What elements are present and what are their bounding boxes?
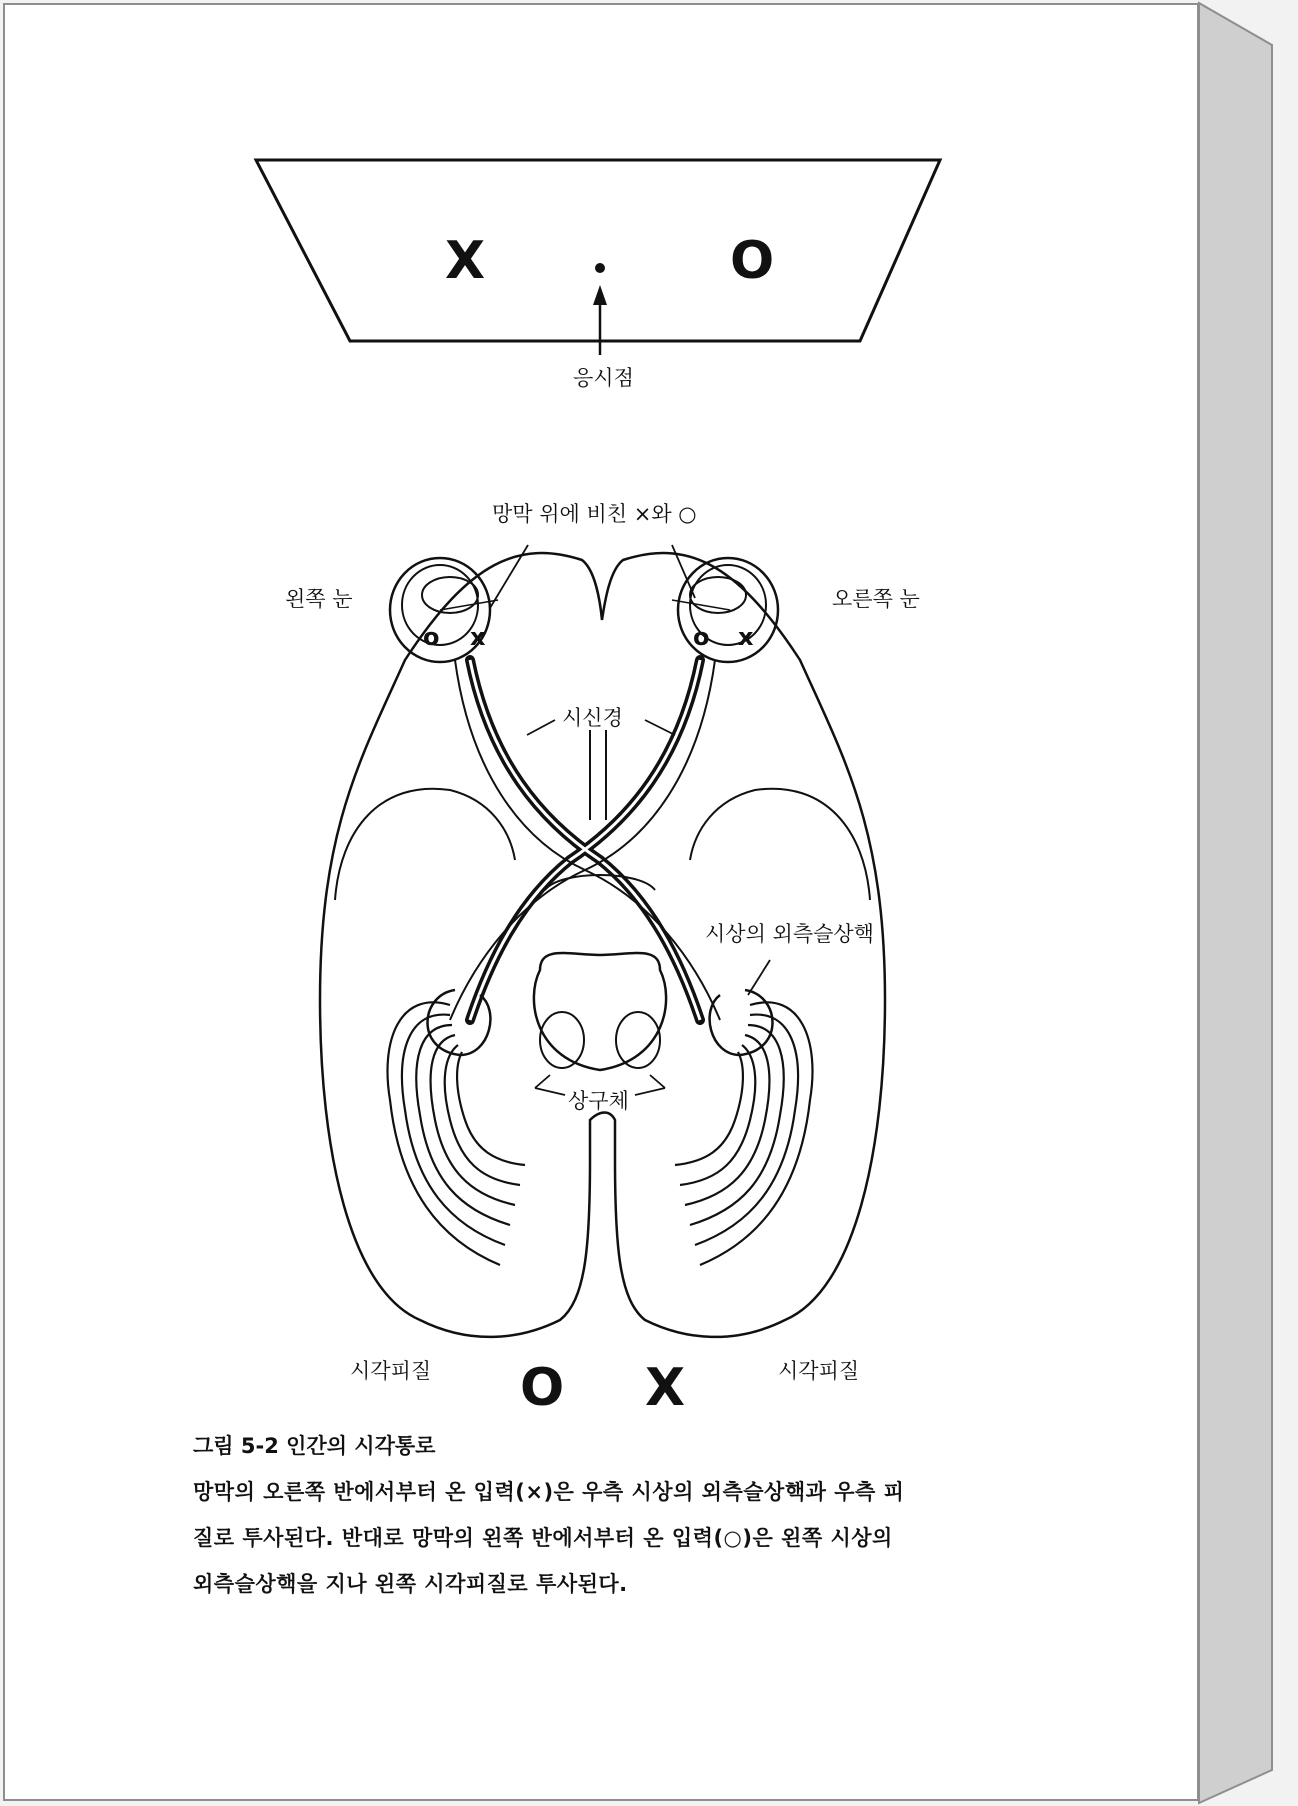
left-visual-cortex-label: 시각피질: [350, 1359, 432, 1383]
visual-field-x-mark: X: [445, 231, 486, 291]
visual-field-o-mark: O: [730, 231, 775, 291]
right-eye-label: 오른쪽 눈: [832, 587, 920, 611]
visual-field-screen: [256, 160, 940, 341]
bottom-o-mark: O: [520, 1358, 565, 1418]
optic-nerve-label: 시신경: [562, 706, 623, 730]
right-eye-x-mark: x: [738, 623, 754, 651]
caption-line: 질로 투사된다. 반대로 망막의 왼쪽 반에서부터 온 입력(○)은 왼쪽 시상의: [193, 1526, 893, 1550]
right-lgn: [710, 990, 773, 1055]
lgn-label: 시상의 외측슬상핵: [705, 922, 874, 946]
right-eye-o-mark: o: [693, 623, 710, 651]
left-eye-x-mark: x: [470, 623, 486, 651]
left-eye-label: 왼쪽 눈: [285, 587, 353, 611]
caption-line: 외측슬상핵을 지나 왼쪽 시각피질로 투사된다.: [193, 1572, 628, 1596]
superior-colliculus-label: 상구체: [568, 1089, 629, 1113]
figure-caption-title: 그림 5-2 인간의 시각통로: [193, 1434, 436, 1458]
retina-label: 망막 위에 비친 ×와 ○: [492, 502, 697, 526]
caption-line: 망막의 오른쪽 반에서부터 온 입력(×)은 우측 시상의 외측슬상핵과 우측 피: [193, 1480, 905, 1504]
left-eye-o-mark: o: [423, 623, 440, 651]
midbrain: [534, 953, 666, 1070]
right-visual-cortex-label: 시각피질: [778, 1359, 860, 1383]
fixation-point-label: 응시점: [573, 366, 634, 390]
bottom-x-mark: X: [645, 1358, 686, 1418]
